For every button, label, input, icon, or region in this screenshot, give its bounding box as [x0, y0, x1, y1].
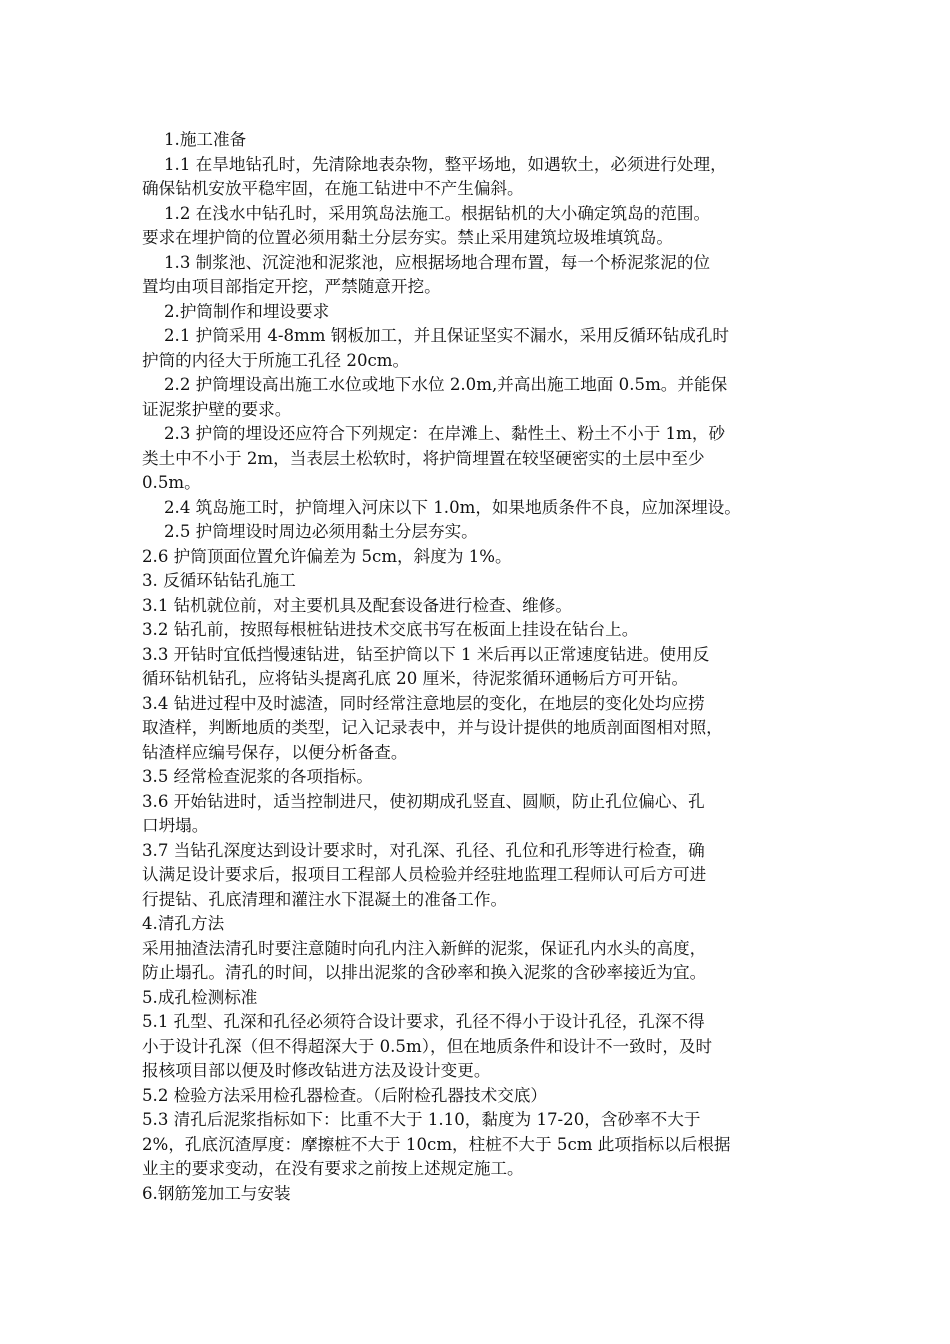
text-line: 1.1 在旱地钻孔时，先清除地表杂物，整平场地，如遇软土，必须进行处理， — [164, 154, 727, 174]
text-line: 1.施工准备 — [164, 130, 247, 149]
text-line: 2.2 护筒埋设高出施工水位或地下水位 2.0m,并高出施工地面 0.5m。并能保 — [164, 375, 728, 394]
text-line: 证泥浆护壁的要求。 — [142, 399, 292, 419]
text-line: 5.成孔检测标准 — [142, 987, 258, 1007]
text-line: 2%，孔底沉渣厚度：摩擦桩不大于 10cm，柱桩不大于 5cm 此项指标以后根据 — [142, 1134, 731, 1154]
text-line: 置均由项目部指定开挖，严禁随意开挖。 — [142, 277, 441, 296]
text-line: 2.5 护筒埋设时周边必须用黏土分层夯实。 — [164, 522, 478, 541]
text-line: 3. 反循环钻钻孔施工 — [142, 571, 296, 590]
text-line: 3.1 钻机就位前，对主要机具及配套设备进行检查、维修。 — [142, 595, 572, 615]
text-line: 3.5 经常检查泥浆的各项指标。 — [142, 767, 373, 786]
text-line: 护筒的内径大于所施工孔径 20cm。 — [142, 350, 410, 370]
text-line: 3.4 钻进过程中及时滤渣，同时经常注意地层的变化，在地层的变化处均应捞 — [142, 693, 705, 713]
text-line: 2.6 护筒顶面位置允许偏差为 5cm，斜度为 1%。 — [142, 546, 512, 566]
text-line: 业主的要求变动，在没有要求之前按上述规定施工。 — [142, 1159, 524, 1178]
text-line: 采用抽渣法清孔时要注意随时向孔内注入新鲜的泥浆，保证孔内水头的高度， — [142, 938, 707, 958]
text-line: 2.1 护筒采用 4-8mm 钢板加工，并且保证坚实不漏水，采用反循环钻成孔时 — [164, 326, 730, 345]
text-line: 口坍塌。 — [142, 816, 209, 835]
text-line: 报核项目部以便及时修改钻进方法及设计变更。 — [142, 1061, 491, 1080]
text-line: 认满足设计要求后，报项目工程部人员检验并经驻地监理工程师认可后方可进 — [142, 865, 707, 884]
text-line: 要求在埋护筒的位置必须用黏土分层夯实。禁止采用建筑垃圾堆填筑岛。 — [142, 228, 673, 247]
text-line: 5.1 孔型、孔深和孔径必须符合设计要求，孔径不得小于设计孔径，孔深不得 — [142, 1012, 705, 1031]
text-line: 类土中不小于 2m，当表层土松软时，将护筒埋置在较坚硬密实的土层中至少 — [142, 448, 705, 468]
text-line: 2.4 筑岛施工时，护筒埋入河床以下 1.0m，如果地质条件不良，应加深埋设。 — [164, 497, 741, 517]
text-line: 2.护筒制作和埋设要求 — [164, 301, 330, 321]
text-line: 钻渣样应编号保存，以便分析备查。 — [142, 742, 408, 762]
text-line: 3.7 当钻孔深度达到设计要求时，对孔深、孔径、孔位和孔形等进行检查，确 — [142, 840, 705, 860]
text-line: 小于设计孔深（但不得超深大于 0.5m），但在地质条件和设计不一致时，及时 — [142, 1036, 713, 1056]
text-line: 取渣样，判断地质的类型，记入记录表中，并与设计提供的地质剖面图相对照， — [142, 718, 723, 737]
text-line: 1.2 在浅水中钻孔时，采用筑岛法施工。根据钻机的大小确定筑岛的范围。 — [164, 203, 711, 223]
text-line: 1.3 制浆池、沉淀池和泥浆池，应根据场地合理布置，每一个桥泥浆泥的位 — [164, 252, 711, 272]
text-line: 5.3 清孔后泥浆指标如下：比重不大于 1.10，黏度为 17-20，含砂率不大于 — [142, 1110, 701, 1129]
text-line: 4.清孔方法 — [142, 914, 225, 933]
text-line: 循环钻机钻孔，应将钻头提离孔底 20 厘米，待泥浆循环通畅后方可开钻。 — [142, 669, 689, 688]
text-line: 6.钢筋笼加工与安装 — [142, 1183, 291, 1203]
text-line: 确保钻机安放平稳牢固，在施工钻进中不产生偏斜。 — [142, 179, 524, 198]
text-line: 行提钻、孔底清理和灌注水下混凝土的准备工作。 — [142, 889, 508, 909]
text-line: 3.6 开始钻进时，适当控制进尺，使初期成孔竖直、圆顺，防止孔位偏心、孔 — [142, 791, 705, 811]
document-body — [142, 128, 822, 1206]
text-line: 3.3 开钻时宜低挡慢速钻进，钻至护筒以下 1 米后再以正常速度钻进。使用反 — [142, 644, 710, 664]
text-line: 防止塌孔。清孔的时间，以排出泥浆的含砂率和换入泥浆的含砂率接近为宜。 — [142, 963, 707, 982]
text-line: 0.5m。 — [142, 473, 201, 492]
text-line: 3.2 钻孔前，按照每根桩钻进技术交底书写在板面上挂设在钻台上。 — [142, 620, 639, 639]
text-line: 2.3 护筒的埋设还应符合下列规定：在岸滩上、黏性土、粉土不小于 1m，砂 — [164, 424, 726, 443]
text-line: 5.2 检验方法采用检孔器检查。（后附检孔器技术交底） — [142, 1085, 548, 1105]
